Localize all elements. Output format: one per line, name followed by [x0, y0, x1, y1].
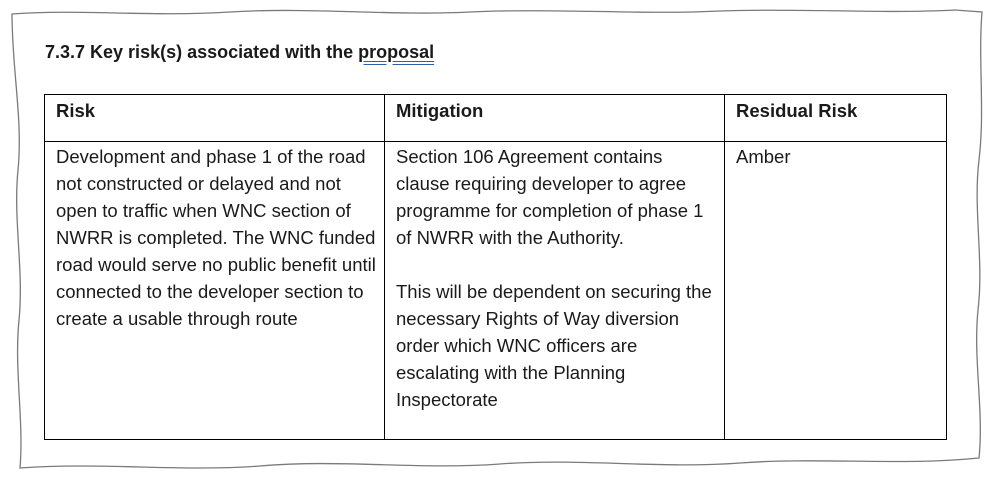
cell-risk: Development and phase 1 of the road not constructed or delayed and not open to traffic when WNC section of NWRR is completed. The WNC funded road would serve no public benefit until connected to the developer section to create a usable through route: [45, 142, 385, 440]
header-mitigation: Mitigation: [385, 95, 725, 142]
table-header-row: [45, 95, 947, 142]
section-heading: [45, 42, 434, 63]
mitigation-paragraph-1: Section 106 Agreement contains clause requiring developer to agree programme for completion of phase 1 of NWRR with the Authority.: [396, 146, 704, 248]
cell-mitigation: [385, 142, 725, 440]
section-heading-underlined-word: proposal: [358, 42, 435, 62]
section-heading-text: 7.3.7 Key risk(s) associated with the: [45, 42, 359, 62]
header-residual-risk: Residual Risk: [725, 95, 947, 142]
paragraph-gap: [396, 251, 718, 278]
table-row: [45, 142, 947, 440]
header-risk: Risk: [45, 95, 385, 142]
risk-table: [44, 94, 947, 440]
mitigation-paragraph-2: This will be dependent on securing the necessary Rights of Way diversion order which WNC officers are escalating with the Planning Inspectorate: [396, 281, 712, 410]
cell-residual-risk: Amber: [725, 142, 947, 440]
